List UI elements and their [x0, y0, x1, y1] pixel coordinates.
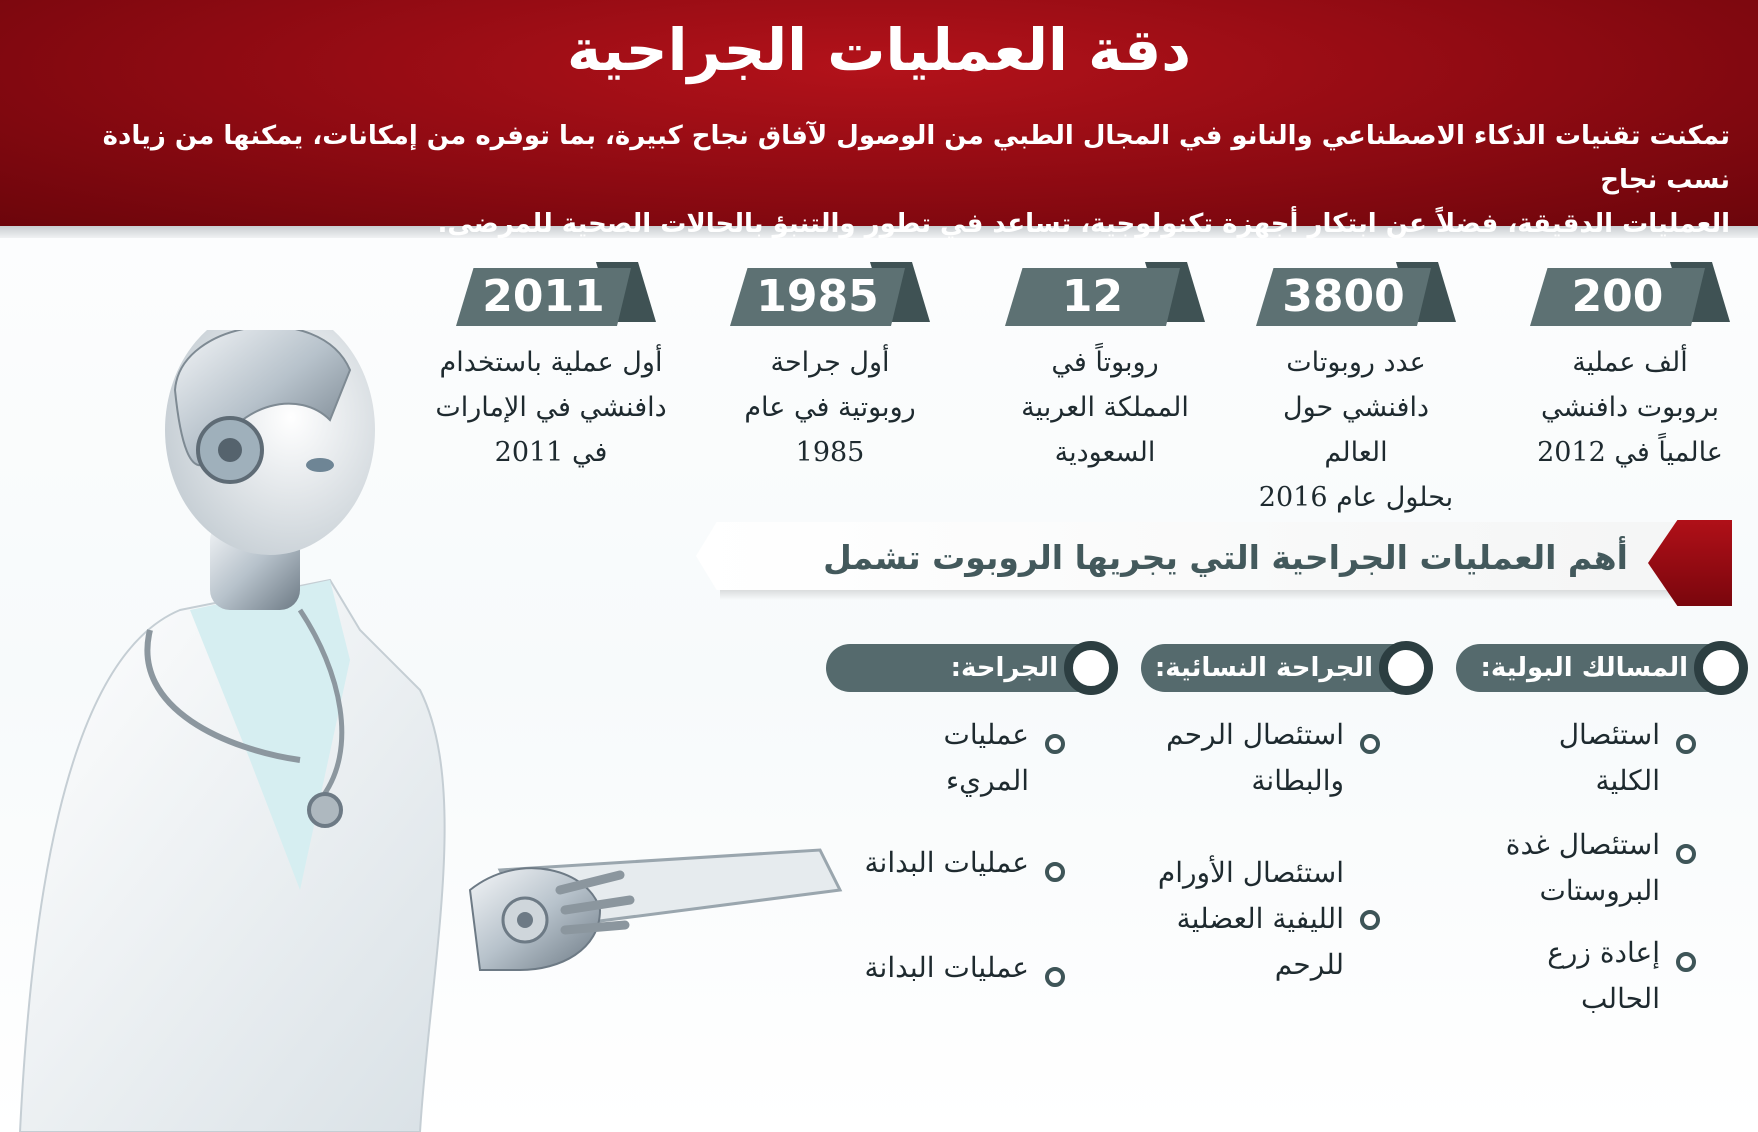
category-label: المسالك البولية: — [1480, 653, 1688, 683]
category-urology-header — [1456, 644, 1744, 692]
ring-icon — [1694, 641, 1748, 695]
stat-value: 2011 — [482, 271, 605, 322]
item-text — [1559, 712, 1660, 804]
item-text — [865, 840, 1029, 886]
item-line: استئصال الأورام — [1157, 856, 1344, 889]
stat-badge — [730, 262, 930, 326]
stat-value: 3800 — [1282, 271, 1405, 322]
item-line: إعادة زرع — [1547, 936, 1660, 969]
bullet-icon — [1676, 844, 1696, 864]
stat-label-line: المملكة العربية — [1021, 392, 1189, 423]
bullet-icon — [1045, 734, 1065, 754]
list-item — [805, 945, 1065, 995]
stat-value: 12 — [1061, 271, 1124, 322]
stat-label-line: بحلول عام 2016 — [1258, 482, 1454, 513]
stat-robots-saudi-arabia — [1005, 262, 1205, 475]
stat-robot-surgeries-2012 — [1530, 262, 1730, 475]
stat-label-line: 1985 — [795, 437, 865, 468]
stat-label-line: روبوتية في عام — [744, 392, 916, 423]
stat-badge — [1256, 262, 1456, 326]
bullet-icon — [1360, 734, 1380, 754]
stat-badge — [1530, 262, 1730, 326]
stat-badge — [456, 262, 656, 326]
stat-label — [730, 340, 930, 475]
item-line: البروستات — [1539, 874, 1660, 907]
stat-label-line: دافنشي حول العالم — [1282, 392, 1429, 468]
bullet-icon — [1676, 734, 1696, 754]
bullet-icon — [1676, 952, 1696, 972]
bullet-icon — [1360, 910, 1380, 930]
item-line: الليفية العضلية — [1176, 902, 1344, 935]
stat-first-robotic-surgery — [730, 262, 930, 475]
item-line: عمليات البدانة — [864, 846, 1029, 879]
stat-badge — [1005, 262, 1205, 326]
stat-davinci-robots-worldwide — [1256, 262, 1456, 520]
intro-line-2: العمليات الدقيقة، فضلاً عن ابتكار أجهزة تكنولوجية، تساعد في تطور والتنبؤ بالحالات الصحية للمرضى. — [437, 209, 1730, 239]
list-item — [1436, 712, 1696, 808]
item-text — [943, 712, 1029, 804]
item-text — [1506, 822, 1660, 914]
stat-label-line: ألف عملية — [1572, 347, 1688, 378]
item-line: والبطانة — [1251, 764, 1344, 797]
stat-label — [1256, 340, 1456, 520]
list-item — [1120, 712, 1380, 808]
category-gynecology-header — [1141, 644, 1429, 692]
category-label: الجراحة: — [950, 653, 1058, 683]
ring-icon — [1064, 641, 1118, 695]
stat-label-line: روبوتاً في — [1051, 347, 1159, 378]
item-line: للرحم — [1274, 948, 1344, 981]
stat-label-line: عالمياً في 2012 — [1537, 437, 1723, 468]
item-text — [1547, 930, 1660, 1022]
stat-value: 1985 — [756, 271, 879, 322]
bullet-icon — [1045, 967, 1065, 987]
item-text — [1158, 850, 1344, 988]
item-line: الحالب — [1581, 982, 1660, 1015]
stat-label — [1005, 340, 1205, 475]
category-surgery-header — [826, 644, 1114, 692]
stat-label-line: السعودية — [1054, 437, 1156, 468]
item-line: استئصال الرحم — [1166, 718, 1344, 751]
item-line: استئصال غدة — [1505, 828, 1660, 861]
section-banner-shadow — [720, 590, 1730, 600]
item-line: استئصال — [1558, 718, 1660, 751]
stat-label-line: دافنشي في الإمارات — [435, 392, 667, 423]
item-line: عمليات — [943, 718, 1029, 751]
category-label: الجراحة النسائية: — [1154, 653, 1373, 683]
bullet-icon — [1045, 862, 1065, 882]
list-item — [805, 840, 1065, 890]
list-item — [805, 712, 1065, 808]
section-title: أهم العمليات الجراحية التي يجريها الروبوت تشمل — [823, 538, 1628, 577]
item-text — [865, 945, 1029, 991]
ring-icon — [1379, 641, 1433, 695]
item-line: الكلية — [1595, 764, 1660, 797]
item-text — [1166, 712, 1344, 804]
stat-label-line: بروبوت دافنشي — [1540, 392, 1720, 423]
stat-label-line: عدد روبوتات — [1286, 347, 1426, 378]
stat-value: 200 — [1571, 271, 1664, 322]
stat-first-davinci-uae — [435, 262, 667, 475]
item-line: المريء — [945, 764, 1029, 797]
list-item — [1120, 850, 1380, 990]
list-item — [1436, 822, 1696, 918]
stat-label-line: في 2011 — [494, 437, 608, 468]
page-title: دقة العمليات الجراحية — [566, 16, 1192, 84]
item-line: عمليات البدانة — [864, 951, 1029, 984]
intro-text — [30, 114, 1730, 246]
stat-label-line: أول جراحة — [770, 347, 890, 378]
stat-label — [1530, 340, 1730, 475]
intro-line-1: تمكنت تقنيات الذكاء الاصطناعي والنانو في المجال الطبي من الوصول لآفاق نجاح كبيرة، بما توفره من إمكانات، يمكنها من زيادة نسب نجاح — [102, 121, 1730, 195]
stat-label — [416, 340, 686, 475]
list-item — [1436, 930, 1696, 1026]
stat-label-line: أول عملية باستخدام — [439, 347, 663, 378]
